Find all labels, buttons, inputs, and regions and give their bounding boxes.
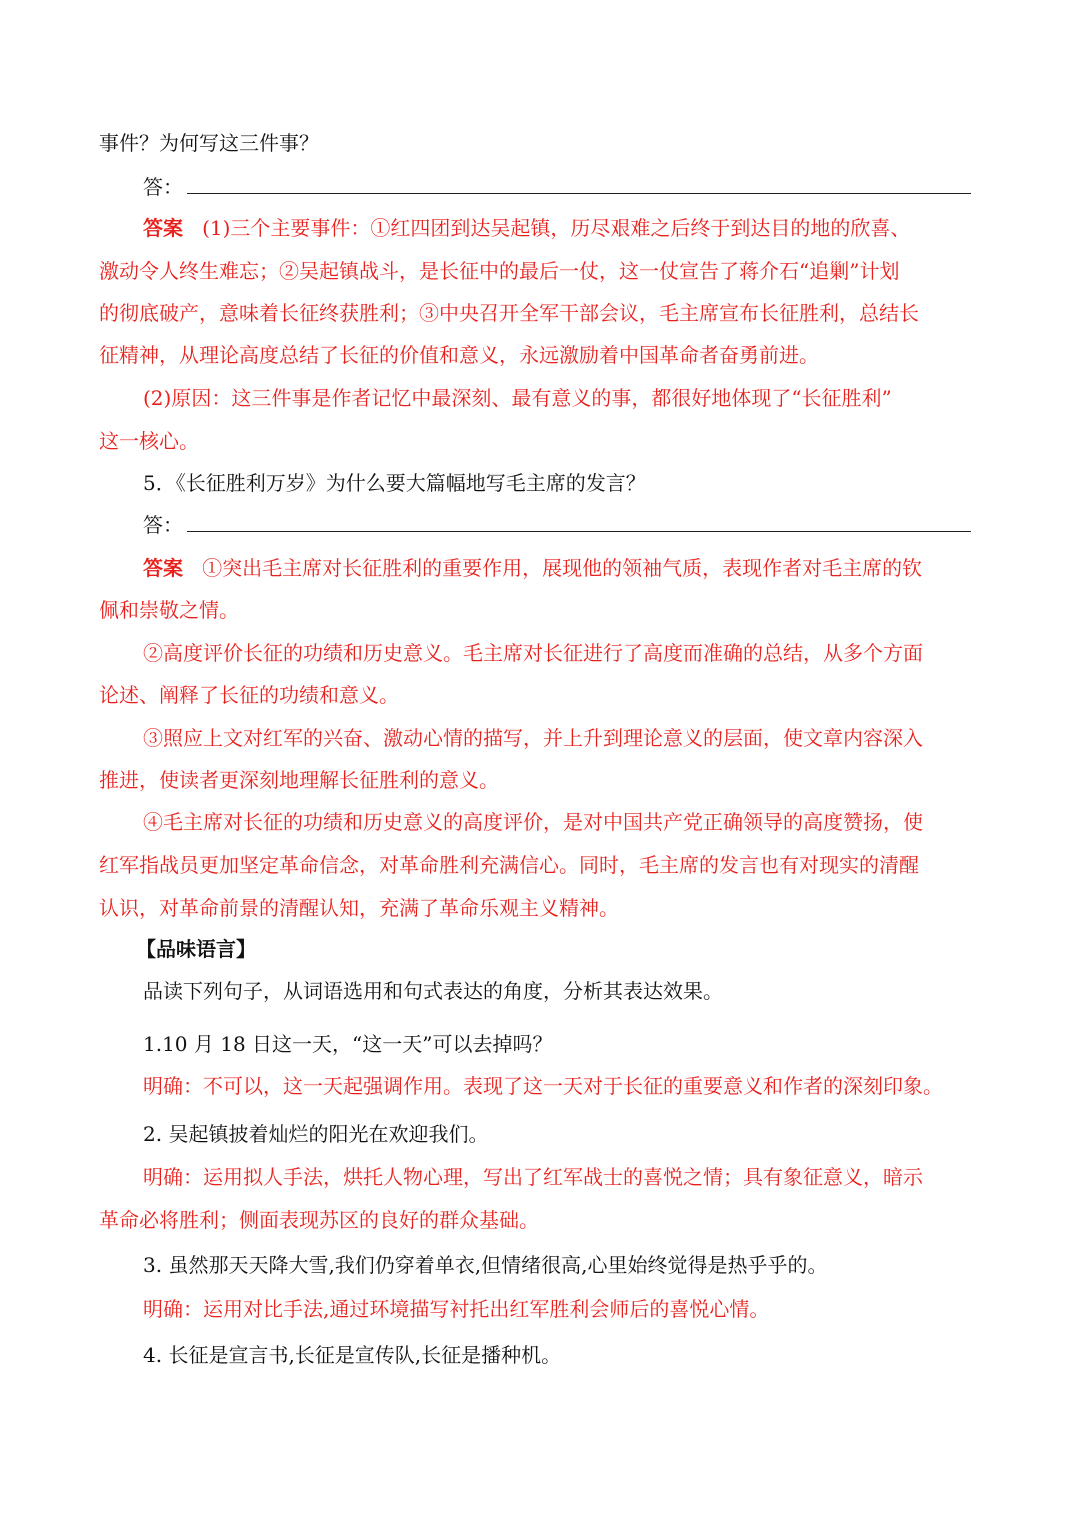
- answer-text: 佩和崇敬之情。: [99, 598, 239, 622]
- answer-text: 的彻底破产，意味着长征终获胜利；③中央召开全军干部会议，毛主席宣布长征胜利，总结长: [99, 301, 919, 325]
- answer-text: 论述、阐释了长征的功绩和意义。: [99, 683, 399, 707]
- answer-label: 答：: [143, 513, 183, 537]
- answer-text: 红军指战员更加坚定革命信念，对革命胜利充满信心。同时，毛主席的发言也有对现实的清醒: [99, 853, 919, 877]
- section-heading: 【品味语言】: [136, 937, 256, 961]
- answer-text: ①突出毛主席对长征胜利的重要作用，展现他的领袖气质，表现作者对毛主席的钦: [202, 556, 923, 580]
- sentence-item: 1.10 月 18 日这一天，“这一天”可以去掉吗？: [143, 1032, 553, 1056]
- answer-text: (2)原因：这三件事是作者记忆中最深刻、最有意义的事，都很好地体现了“长征胜利”: [143, 386, 892, 410]
- explanation-text: 革命必将胜利；侧面表现苏区的良好的群众基础。: [99, 1208, 539, 1232]
- sentence-item: 3. 虽然那天天降大雪,我们仍穿着单衣,但情绪很高,心里始终觉得是热乎乎的。: [143, 1253, 828, 1277]
- answer-key-label: 答案: [143, 216, 183, 240]
- explanation-text: 明确：运用对比手法,通过环境描写衬托出红军胜利会师后的喜悦心情。: [143, 1297, 770, 1321]
- answer-text: 激动令人终生难忘；②吴起镇战斗，是长征中的最后一仗，这一仗宣告了蒋介石“追剿”计划: [99, 259, 900, 283]
- answer-text: ③照应上文对红军的兴奋、激动心情的描写，并上升到理论意义的层面，使文章内容深入: [143, 726, 923, 750]
- instruction-text: 品读下列句子，从词语选用和句式表达的角度，分析其表达效果。: [143, 979, 723, 1003]
- explanation-text: 明确：不可以，这一天起强调作用。表现了这一天对于长征的重要意义和作者的深刻印象。: [143, 1074, 943, 1098]
- answer-paragraph-line: [143, 555, 984, 581]
- explanation-text: 明确：运用拟人手法，烘托人物心理，写出了红军战士的喜悦之情；具有象征意义，暗示: [143, 1165, 923, 1189]
- question-continuation: 事件？为何写这三件事？: [99, 131, 319, 155]
- answer-key-label: 答案: [143, 556, 183, 580]
- answer-label: 答：: [143, 175, 183, 199]
- answer-text: 这一核心。: [99, 429, 199, 453]
- answer-paragraph-line: [143, 215, 984, 241]
- answer-line-1: [143, 174, 984, 200]
- sentence-item: 4. 长征是宣言书,长征是宣传队,长征是播种机。: [143, 1343, 562, 1367]
- answer-blank[interactable]: [187, 177, 971, 194]
- question-5: 5．《长征胜利万岁》为什么要大篇幅地写毛主席的发言？: [143, 471, 646, 495]
- answer-text: 认识，对革命前景的清醒认知，充满了革命乐观主义精神。: [99, 896, 619, 920]
- sentence-item: 2. 吴起镇披着灿烂的阳光在欢迎我们。: [143, 1122, 489, 1146]
- answer-text: (1)三个主要事件：①红四团到达吴起镇，历尽艰难之后终于到达目的地的欣喜、: [202, 216, 911, 240]
- answer-blank[interactable]: [187, 515, 971, 532]
- answer-text: ④毛主席对长征的功绩和历史意义的高度评价，是对中国共产党正确领导的高度赞扬，使: [143, 810, 923, 834]
- answer-text: 推进，使读者更深刻地理解长征胜利的意义。: [99, 768, 499, 792]
- answer-line-2: [143, 512, 984, 538]
- answer-text: 征精神，从理论高度总结了长征的价值和意义，永远激励着中国革命者奋勇前进。: [99, 343, 819, 367]
- answer-text: ②高度评价长征的功绩和历史意义。毛主席对长征进行了高度而准确的总结，从多个方面: [143, 641, 923, 665]
